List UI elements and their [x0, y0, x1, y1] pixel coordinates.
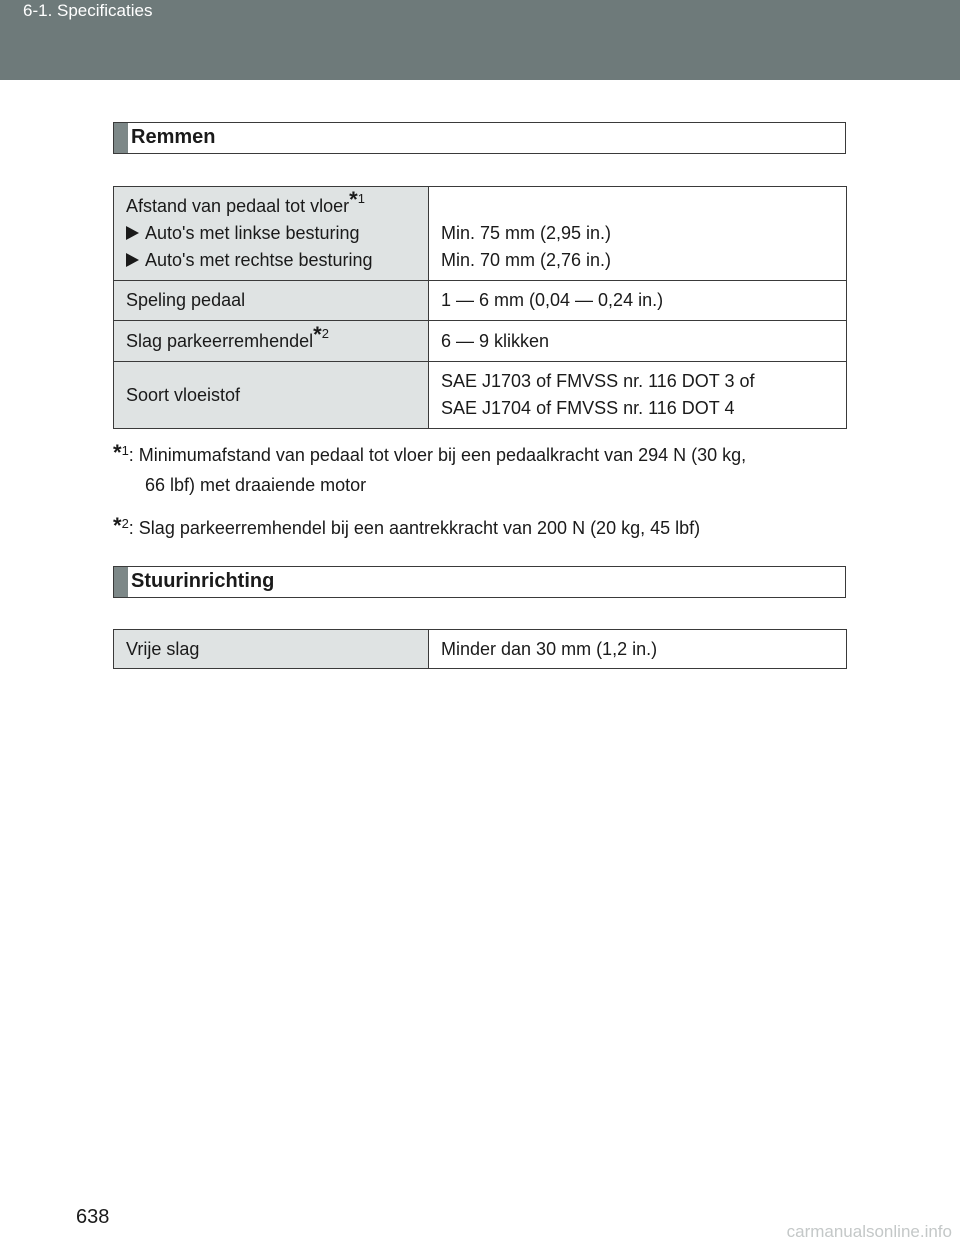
spec-value: 6 — 9 klikken — [429, 321, 847, 362]
table-row — [114, 281, 847, 321]
spec-key: Slag parkeerremhendel$^{*2}$ — [114, 321, 429, 362]
section-header-bar — [114, 567, 128, 597]
triangle-bullet-icon — [126, 253, 139, 267]
table-row — [114, 187, 847, 281]
table-row — [114, 362, 847, 429]
section-header-bar — [114, 123, 128, 153]
footnote-1: $^{*1}$: Minimumafstand van pedaal tot vloer bij een pedaalkracht van 294 N (30 kg, 66 lbf) met draaiende motor — [113, 440, 747, 495]
footnote-mark: *2 — [113, 513, 129, 538]
footnote-mark: *1 — [113, 440, 129, 465]
table-row — [114, 321, 847, 362]
sub-item-lhd: Auto's met linkse besturing — [126, 220, 428, 247]
spec-key: Soort vloeistof — [114, 362, 429, 429]
footnote-ref: *1 — [349, 187, 365, 212]
page-number: 638 — [76, 1206, 110, 1228]
table-row — [114, 630, 847, 669]
section-header-steering — [113, 566, 846, 598]
spec-value: SAE J1703 of FMVSS nr. 116 DOT 3 of SAE J1704 of FMVSS nr. 116 DOT 4 — [429, 362, 847, 429]
spec-value: Minder dan 30 mm (1,2 in.) — [429, 630, 847, 669]
spec-key — [114, 187, 429, 281]
triangle-bullet-icon — [126, 226, 139, 240]
spec-key-label: Afstand van pedaal tot vloer — [126, 196, 350, 216]
spec-value: Min. 75 mm (2,95 in.) Min. 70 mm (2,76 in.) — [429, 187, 847, 281]
steering-spec-table — [113, 629, 847, 669]
header-band — [0, 0, 960, 80]
footnote-ref: *2 — [313, 321, 329, 347]
watermark: carmanualsonline.info — [786, 1222, 952, 1241]
footnote-2: $^{*2}$: Slag parkeerremhendel bij een aantrekkracht van 200 N (20 kg, 45 lbf) — [113, 513, 701, 538]
spec-key: Vrije slag — [114, 630, 429, 669]
sub-item-rhd: Auto's met rechtse besturing — [126, 247, 428, 274]
running-head: 6-1. Specificaties — [23, 1, 153, 20]
spec-key: Speling pedaal — [114, 281, 429, 321]
section-title-steering: Stuurinrichting — [131, 570, 275, 592]
section-header-brakes — [113, 122, 846, 154]
spec-value: 1 — 6 mm (0,04 — 0,24 in.) — [429, 281, 847, 321]
brakes-spec-table — [113, 186, 847, 429]
section-title-brakes: Remmen — [131, 126, 216, 148]
